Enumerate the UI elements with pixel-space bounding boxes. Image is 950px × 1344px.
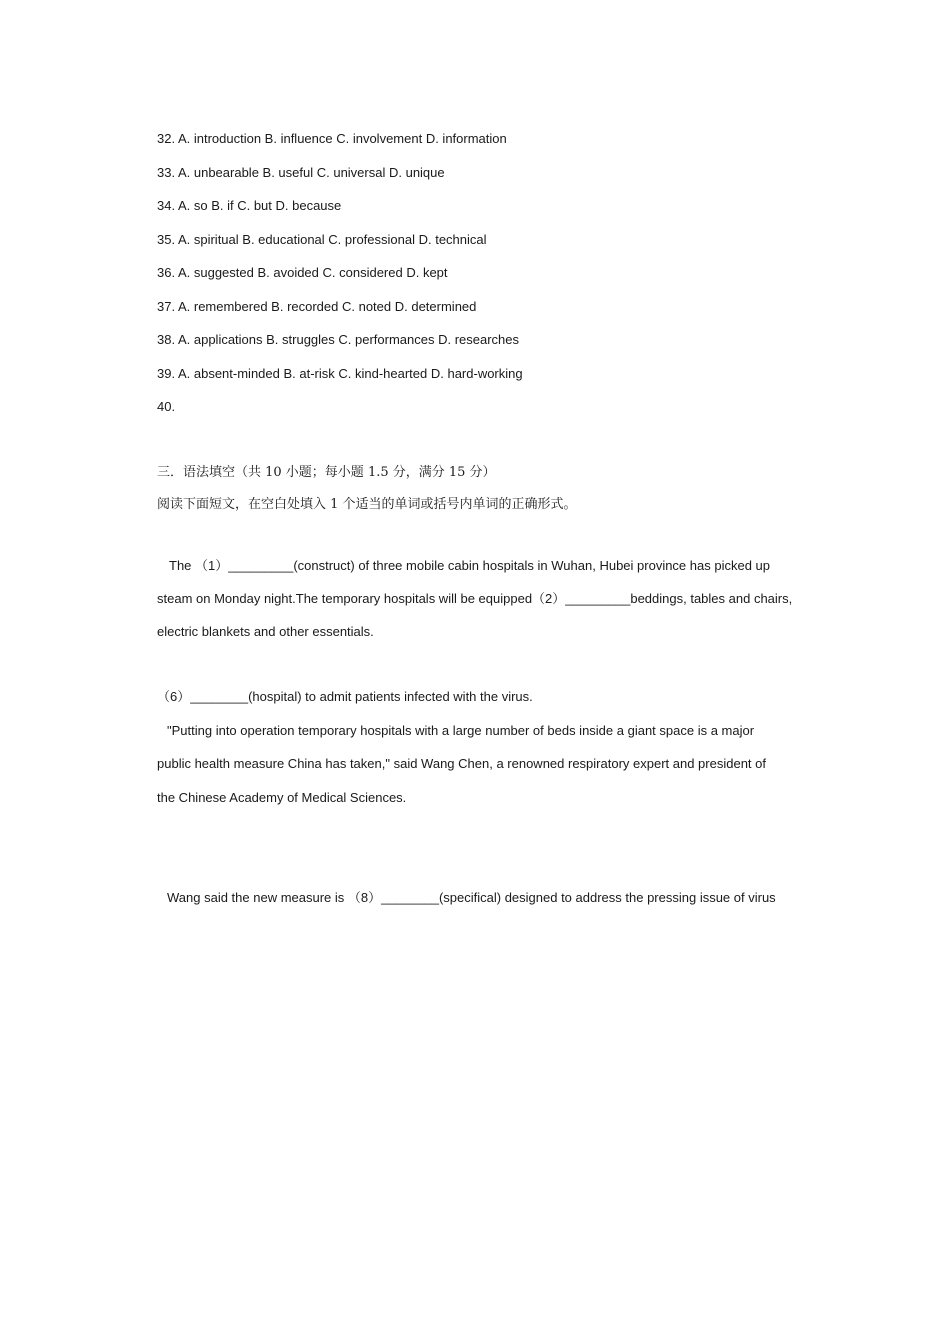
passage-line: （6）________(hospital) to admit patients infected with the virus. — [157, 689, 533, 704]
option-line-37: 37. A. remembered B. recorded C. noted D. determined — [157, 299, 477, 314]
section-instruction: 阅读下面短文，在空白处填入 1 个适当的单词或括号内单词的正确形式。 — [157, 497, 577, 512]
option-line-32: 32. A. introduction B. influence C. involvement D. information — [157, 131, 507, 146]
passage-line: Wang said the new measure is （8）________(specifical) designed to address the pressing issue of virus — [167, 890, 776, 905]
passage-line: "Putting into operation temporary hospitals with a large number of beds inside a giant space is a major — [167, 723, 755, 738]
option-line-36: 36. A. suggested B. avoided C. considered D. kept — [157, 265, 448, 280]
passage-line: electric blankets and other essentials. — [157, 624, 374, 639]
option-line-39: 39. A. absent-minded B. at-risk C. kind-hearted D. hard-working — [157, 366, 523, 381]
passage-line: public health measure China has taken," said Wang Chen, a renowned respiratory expert and president of — [157, 756, 766, 771]
passage-line: The （1）_________(construct) of three mobile cabin hospitals in Wuhan, Hubei province has picked up — [169, 558, 770, 573]
option-line-38: 38. A. applications B. struggles C. performances D. researches — [157, 332, 520, 347]
passage-line: steam on Monday night.The temporary hospitals will be equipped（2）_________beddings, tables and chairs, — [157, 591, 793, 606]
option-line-40: 40. — [157, 399, 176, 414]
section-heading: 三．语法填空（共 10 小题；每小题 1.5 分，满分 15 分） — [157, 465, 496, 480]
option-line-35: 35. A. spiritual B. educational C. professional D. technical — [157, 232, 487, 247]
option-line-34: 34. A. so B. if C. but D. because — [157, 198, 342, 213]
passage-line: the Chinese Academy of Medical Sciences. — [157, 790, 407, 805]
option-line-33: 33. A. unbearable B. useful C. universal D. unique — [157, 165, 445, 180]
